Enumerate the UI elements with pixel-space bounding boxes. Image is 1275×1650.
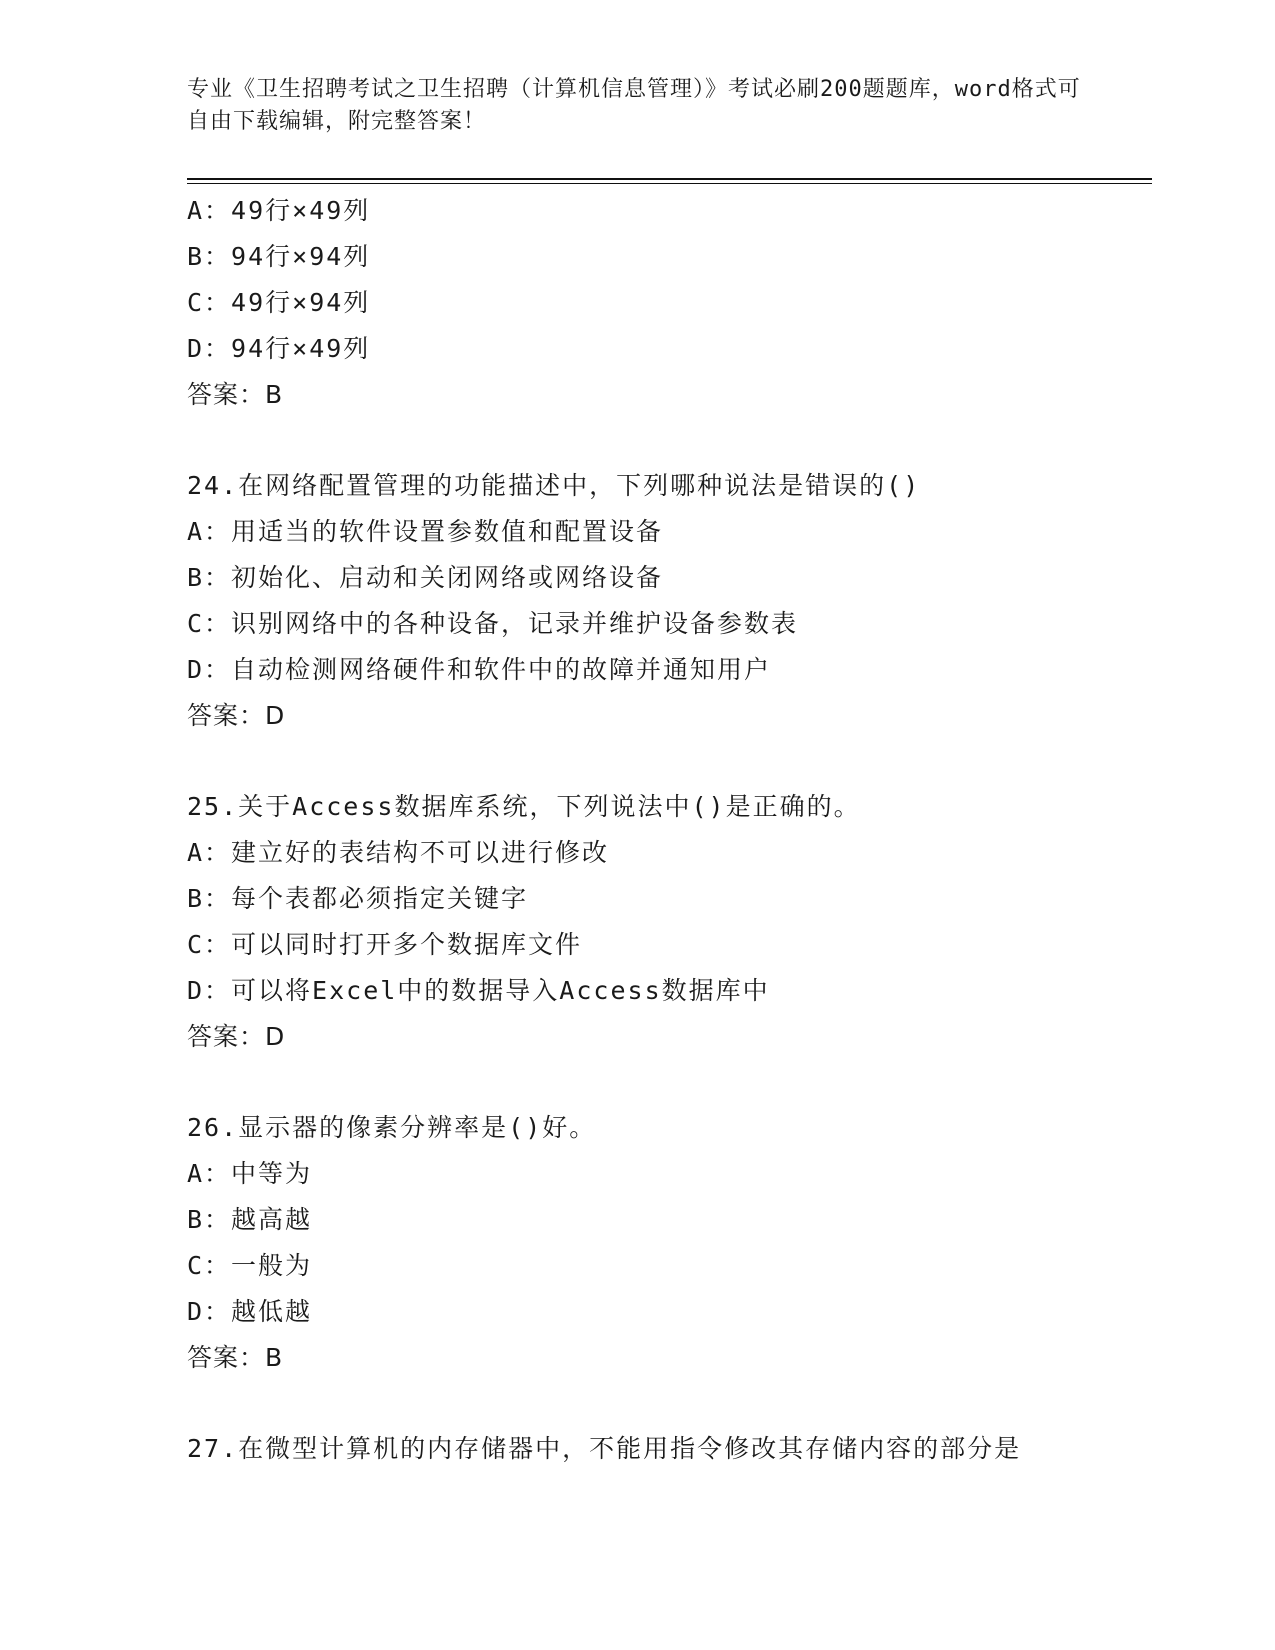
option-a: A：中等为 [187, 1159, 313, 1188]
answer-line: 答案：D [187, 701, 286, 730]
option-b: B：越高越 [187, 1205, 313, 1234]
option-d: D：94行×49列 [187, 334, 371, 363]
block-spacer [187, 1060, 1152, 1105]
block-spacer [187, 418, 1152, 463]
option-d: D：自动检测网络硬件和软件中的故障并通知用户 [187, 655, 772, 684]
option-b: B：94行×94列 [187, 242, 371, 271]
question-block [187, 1426, 1152, 1472]
option-a: A：用适当的软件设置参数值和配置设备 [187, 517, 664, 546]
answer-line: 答案：B [187, 380, 284, 409]
option-c: C：49行×94列 [187, 288, 371, 317]
option-c: C：一般为 [187, 1251, 313, 1280]
question-list [187, 188, 1152, 1472]
question-block [187, 463, 1152, 739]
header-rule-thick [187, 178, 1152, 180]
option-b: B：初始化、启动和关闭网络或网络设备 [187, 563, 664, 592]
answer-line: 答案：B [187, 1343, 284, 1372]
option-a: A：49行×49列 [187, 196, 371, 225]
document-header: 专业《卫生招聘考试之卫生招聘（计算机信息管理）》考试必刷200题题库，word格式可自由下载编辑，附完整答案！ [187, 77, 1081, 134]
answer-line: 答案：D [187, 1022, 286, 1051]
option-d: D：越低越 [187, 1297, 313, 1326]
question-block [187, 188, 1152, 418]
option-c: C：识别网络中的各种设备，记录并维护设备参数表 [187, 609, 799, 638]
question-text: 25.关于Access数据库系统，下列说法中()是正确的。 [187, 792, 861, 821]
question-text: 26.显示器的像素分辨率是()好。 [187, 1113, 597, 1142]
question-text: 24.在网络配置管理的功能描述中，下列哪种说法是错误的() [187, 471, 921, 500]
question-block [187, 784, 1152, 1060]
header-rule-thin [187, 183, 1152, 184]
option-c: C：可以同时打开多个数据库文件 [187, 930, 583, 959]
question-block [187, 1105, 1152, 1381]
option-d: D：可以将Excel中的数据导入Access数据库中 [187, 976, 770, 1005]
question-text: 27.在微型计算机的内存储器中，不能用指令修改其存储内容的部分是 [187, 1434, 1022, 1463]
block-spacer [187, 1381, 1152, 1426]
option-b: B：每个表都必须指定关键字 [187, 884, 529, 913]
option-a: A：建立好的表结构不可以进行修改 [187, 838, 610, 867]
block-spacer [187, 739, 1152, 784]
